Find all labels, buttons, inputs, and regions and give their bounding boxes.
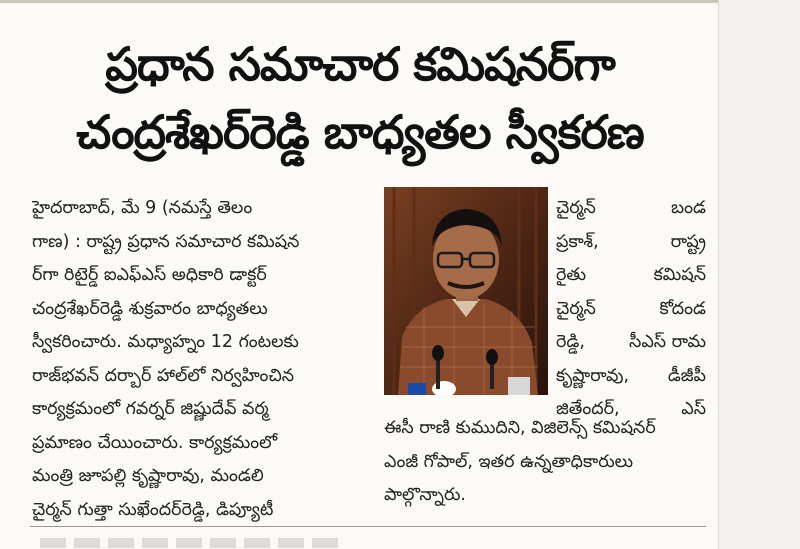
body-line: హైదరాబాద్, మే 9 (నమస్తే తెలం: [32, 198, 253, 218]
body-line: స్వీకరించారు. మధ్యాహ్నం 12 గంటలకు: [32, 332, 299, 352]
headline-line-1: ప్రధాన సమాచార కమిషనర్‌గా: [105, 37, 615, 91]
body-line: మంత్రి జూపల్లి కృష్ణారావు, మండలి: [32, 466, 264, 486]
body-line: రాజ్‌భవన్ దర్బార్ హాల్‌లో నిర్వహించిన: [32, 365, 295, 386]
body-line: కార్యక్రమంలో గవర్నర్ జిష్ణుదేవ్ వర్మ: [32, 399, 269, 419]
cut-off-next-article: [40, 538, 340, 548]
bottom-rule: [30, 526, 706, 527]
body-line: చైర్మన్ గుత్తా సుఖేందర్‌రెడ్డి, డిప్యూటీ: [32, 499, 274, 520]
word: కృష్ణారావు,: [556, 365, 630, 386]
body-line: [556, 259, 706, 293]
word: ప్రకాశ్,: [556, 231, 599, 252]
word: రెడ్డి,: [556, 332, 585, 352]
body-line: ర్‌గా రిటైర్డ్ ఐఎఫ్‌ఎస్ అధికారి డాక్టర్: [32, 265, 267, 285]
article-body-left-column: [32, 192, 365, 527]
word: కోదండ: [659, 298, 706, 319]
body-line: ప్రమాణం చేయించారు. కార్యక్రమంలో: [32, 432, 278, 453]
body-line: ఈసీ రాణి కుముదిని, విజిలెన్స్ కమిషనర్: [384, 418, 656, 438]
top-border: [0, 0, 718, 3]
article-body-right-column: [556, 192, 706, 427]
portrait-photo: [384, 187, 548, 395]
body-line: [556, 326, 706, 360]
body-line: గాణ) : రాష్ట్ర ప్రధాన సమాచార కమిషన: [32, 231, 300, 252]
article-body-bottom: [384, 412, 706, 513]
body-line: చంద్రశేఖర్‌రెడ్డి శుక్రవారం బాధ్యతలు: [32, 298, 268, 319]
word: డీజీపీ: [667, 365, 706, 386]
headline: [20, 30, 700, 166]
word: ఎస్: [681, 399, 706, 419]
word: చైర్మన్: [556, 298, 596, 319]
word: చైర్మన్: [556, 198, 596, 218]
body-line: [556, 192, 706, 226]
word: సీఎస్ రామ: [629, 332, 706, 352]
body-line: [556, 226, 706, 260]
body-line: పాల్గొన్నారు.: [384, 485, 466, 505]
word: బండ: [671, 198, 706, 218]
body-line: [556, 293, 706, 327]
word: కమిషన్: [653, 265, 706, 285]
word: రాష్ట్ర: [670, 231, 706, 252]
word: జితేందర్,: [556, 399, 620, 419]
body-line: ఎంజీ గోపాల్, ఇతర ఉన్నతాధికారులు: [384, 451, 634, 472]
word: రైతు: [556, 265, 587, 285]
headline-line-2: చంద్రశేఖర్‌రెడ్డి బాధ్యతల స్వీకరణ: [76, 105, 644, 159]
body-line: [556, 360, 706, 394]
